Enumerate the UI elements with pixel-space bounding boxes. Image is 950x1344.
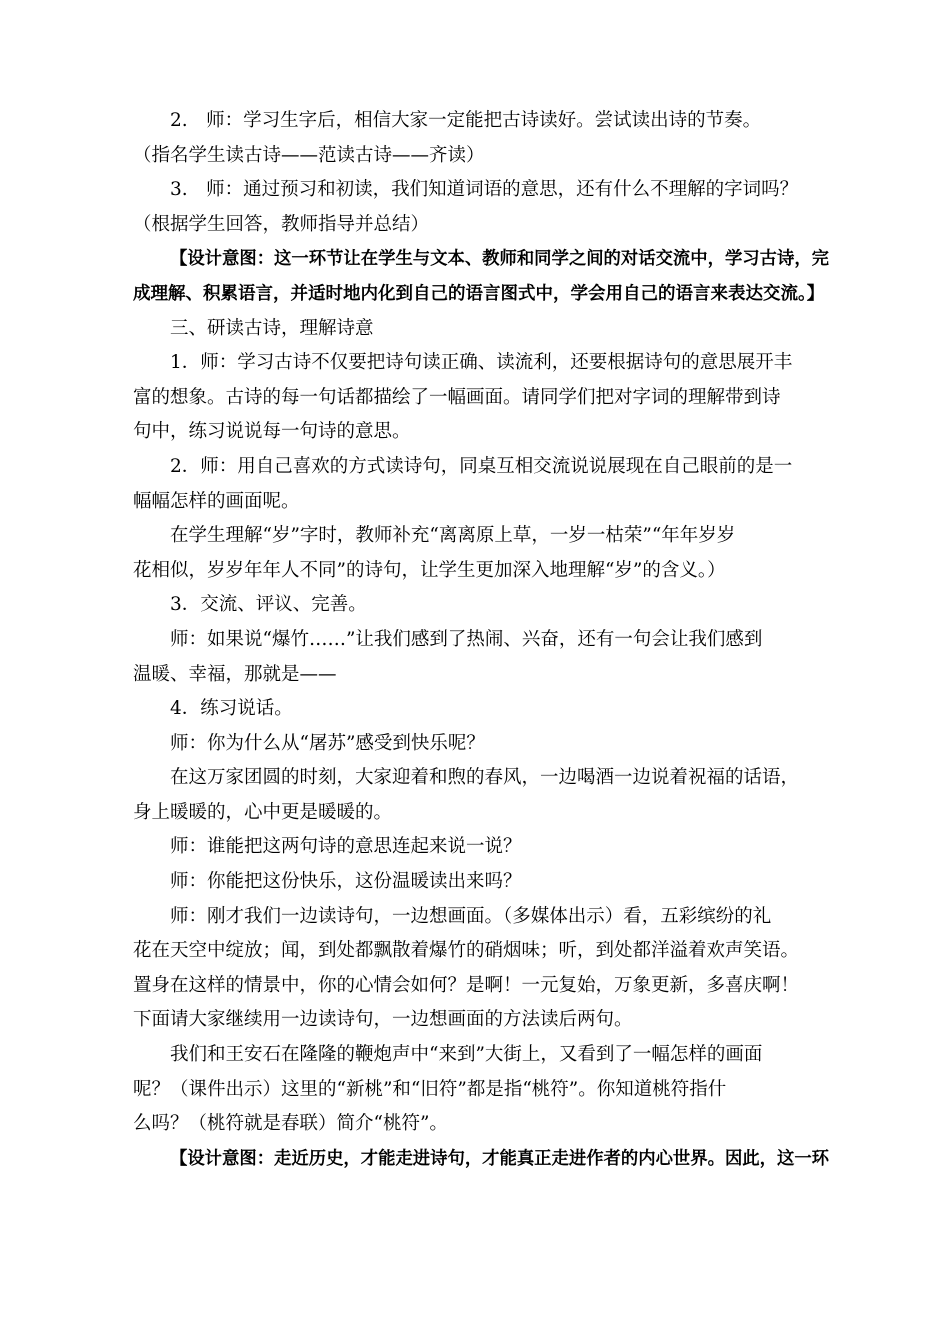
paragraph-step-1: [133, 346, 829, 450]
section-heading: [133, 312, 829, 347]
text-line: 【设计意图：这一环节让在学生与文本、教师和同学之间的对话交流中，学习古诗，完: [170, 249, 829, 270]
text-line: 师：如果说“爆竹……”让我们感到了热闹、兴奋，还有一句会让我们感到: [170, 628, 763, 650]
paragraph-step-2: [133, 450, 829, 519]
text-line: 花相似，岁岁年年人不同”的诗句，让学生更加深入地理解“岁”的含义。）: [133, 559, 726, 581]
paragraph-connect: [133, 830, 829, 865]
text-line: 幅幅怎样的画面呢。: [133, 490, 300, 512]
design-intent-note: [133, 242, 829, 311]
text-line: 成理解、积累语言，并适时地内化到自己的语言图式中，学会用自己的语言来表达交流。】: [133, 283, 825, 304]
text-line: 句中，练习说说每一句诗的意思。: [133, 421, 411, 443]
design-intent-note: [133, 1142, 829, 1177]
paragraph-taofu: [133, 1038, 829, 1142]
text-line: 我们和王安石在隆隆的鞭炮声中“来到”大街上，又看到了一幅怎样的画面: [170, 1044, 763, 1066]
text-line: 置身在这样的情景中，你的心情会如何？是啊！一元复始，万象更新，多喜庆啊！: [133, 974, 800, 996]
text-line: （指名学生读古诗——范读古诗——齐读）: [133, 144, 485, 166]
paragraph-tusu: [133, 727, 829, 762]
text-line: 师：你能把这份快乐，这份温暖读出来吗？: [170, 871, 522, 893]
text-line: 师：谁能把这两句诗的意思连起来说一说？: [170, 836, 522, 858]
text-line: 花在天空中绽放；闻，到处都飘散着爆竹的硝烟味；听，到处都洋溢着欢声笑语。: [133, 940, 800, 962]
paragraph-step-4: [133, 692, 829, 727]
paragraph-multimedia: [133, 900, 829, 1038]
text-line: 么吗？（桃符就是春联）简介“桃符”。: [133, 1113, 448, 1135]
text-line: 2. 师：学习生字后，相信大家一定能把古诗读好。尝试读出诗的节奏。: [170, 110, 762, 131]
text-line: 2．师：用自己喜欢的方式读诗句，同桌互相交流说说展现在自己眼前的是一: [170, 455, 793, 477]
text-line: 温暖、幸福，那就是——: [133, 663, 337, 685]
paragraph-2: [133, 104, 829, 173]
text-line: 1．师：学习古诗不仅要把诗句读正确、读流利，还要根据诗句的意思展开丰: [170, 352, 793, 374]
paragraph-step-3: [133, 588, 829, 623]
text-line: 【设计意图：走近历史，才能走进诗句，才能真正走进作者的内心世界。因此，这一环: [170, 1148, 829, 1169]
paragraph-reunion: [133, 761, 829, 830]
text-line: 在这万家团圆的时刻，大家迎着和煦的春风，一边喝酒一边说着祝福的话语，: [170, 767, 800, 789]
text-line: 下面请大家继续用一边读诗句，一边想画面的方法读后两句。: [133, 1009, 633, 1031]
text-line: 呢？（课件出示）这里的“新桃”和“旧符”都是指“桃符”。你知道桃符指什: [133, 1078, 727, 1100]
text-line: 三、研读古诗，理解诗意: [170, 317, 374, 339]
document-body: [133, 104, 829, 1176]
paragraph-firecracker: [133, 623, 829, 692]
text-line: 在学生理解“岁”字时，教师补充“离离原上草，一岁一枯荣”“年年岁岁: [170, 525, 736, 547]
text-line: 4．练习说话。: [170, 698, 293, 720]
text-line: 师：你为什么从“屠苏”感受到快乐呢？: [170, 732, 485, 754]
text-line: 3．交流、评议、完善。: [170, 594, 367, 616]
text-line: 师：刚才我们一边读诗句，一边想画面。（多媒体出示）看，五彩缤纷的礼: [170, 905, 772, 927]
text-line: 身上暖暖的，心中更是暖暖的。: [133, 801, 393, 823]
text-line: （根据学生回答，教师指导并总结）: [133, 213, 430, 235]
paragraph-3: [133, 173, 829, 242]
text-line: 3. 师：通过预习和初读，我们知道词语的意思，还有什么不理解的字词吗？: [170, 179, 799, 201]
paragraph-read-warmth: [133, 865, 829, 900]
paragraph-sui: [133, 519, 829, 588]
text-line: 富的想象。古诗的每一句话都描绘了一幅画面。请同学们把对字词的理解带到诗: [133, 386, 781, 408]
